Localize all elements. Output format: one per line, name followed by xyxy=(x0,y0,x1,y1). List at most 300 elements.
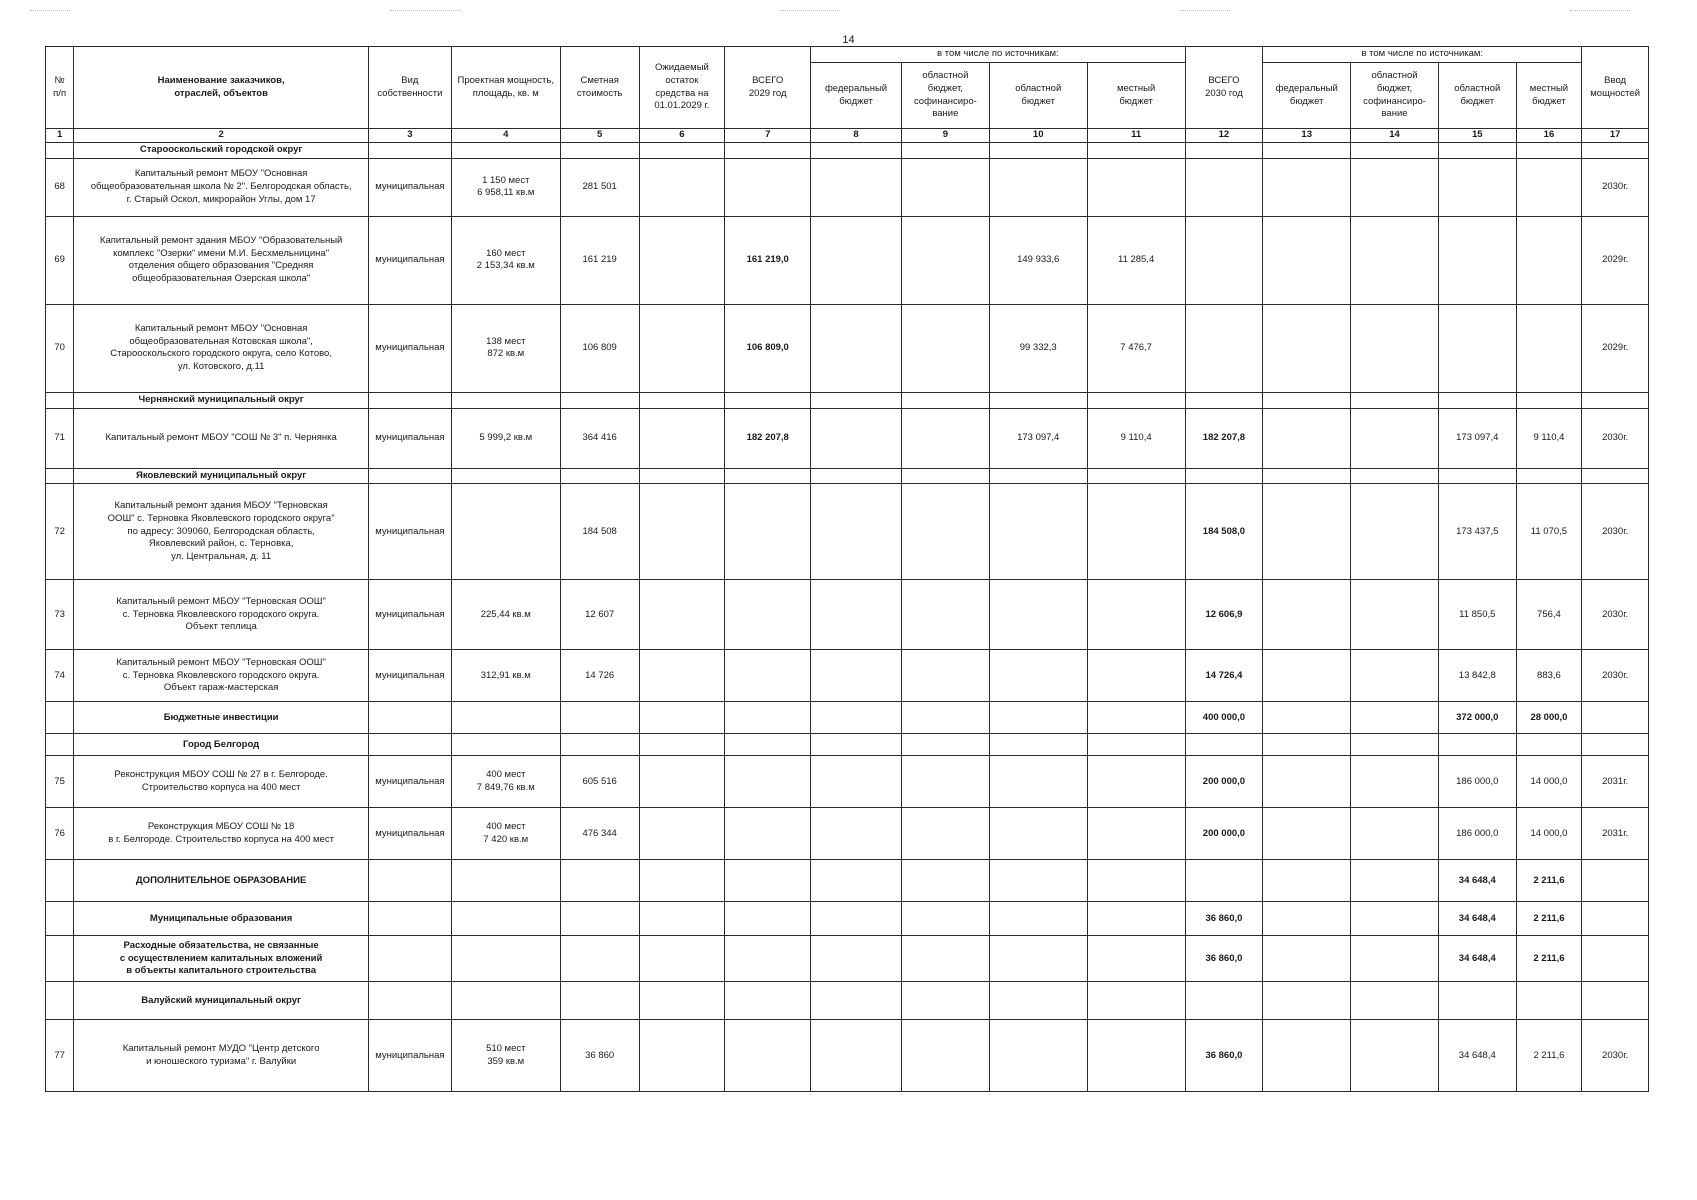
table-cell xyxy=(1351,808,1439,860)
table-cell xyxy=(811,936,902,982)
table-cell xyxy=(451,392,560,408)
table-cell xyxy=(1185,304,1263,392)
table-header xyxy=(46,47,1649,129)
table-cell xyxy=(725,702,811,734)
table-cell xyxy=(451,484,560,580)
table-cell xyxy=(1438,304,1516,392)
object-name-cell: Муниципальные образования xyxy=(74,902,369,936)
table-cell: муниципальная xyxy=(369,484,452,580)
table-cell xyxy=(901,936,989,982)
scan-noise xyxy=(1570,10,1630,21)
table-cell: 312,91 кв.м xyxy=(451,650,560,702)
table-cell: 2 211,6 xyxy=(1516,902,1582,936)
table-cell: 70 xyxy=(46,304,74,392)
header-name: Наименование заказчиков, отраслей, объектов xyxy=(74,47,369,129)
table-cell xyxy=(901,1020,989,1092)
table-cell xyxy=(560,468,639,484)
table-cell: муниципальная xyxy=(369,808,452,860)
table-cell xyxy=(639,216,725,304)
table-cell xyxy=(369,468,452,484)
table-cell: 5 999,2 кв.м xyxy=(451,408,560,468)
table-cell: 225,44 кв.м xyxy=(451,580,560,650)
table-cell: 200 000,0 xyxy=(1185,808,1263,860)
table-cell xyxy=(1263,408,1351,468)
header-cofinance-2029: областной бюджет, софинансиро- вание xyxy=(901,63,989,129)
table-cell: 756,4 xyxy=(1516,580,1582,650)
table-cell xyxy=(901,392,989,408)
table-cell: 14 000,0 xyxy=(1516,808,1582,860)
table-row xyxy=(46,216,1649,304)
table-cell: муниципальная xyxy=(369,304,452,392)
table-row xyxy=(46,408,1649,468)
table-cell xyxy=(1516,468,1582,484)
table-cell xyxy=(1263,702,1351,734)
column-number: 5 xyxy=(560,129,639,143)
table-cell: 69 xyxy=(46,216,74,304)
table-cell xyxy=(639,1020,725,1092)
header-local-2029: местный бюджет xyxy=(1087,63,1185,129)
header-total-2029: ВСЕГО 2029 год xyxy=(725,47,811,129)
table-cell xyxy=(1438,392,1516,408)
table-cell: 186 000,0 xyxy=(1438,756,1516,808)
table-cell xyxy=(1185,734,1263,756)
table-cell xyxy=(725,468,811,484)
table-cell: 138 мест 872 кв.м xyxy=(451,304,560,392)
table-cell xyxy=(1263,808,1351,860)
object-name-cell: Реконструкция МБОУ СОШ № 27 в г. Белгороде. Строительство корпуса на 400 мест xyxy=(74,756,369,808)
table-cell xyxy=(1087,902,1185,936)
table-cell xyxy=(560,143,639,159)
table-cell xyxy=(811,468,902,484)
table-cell xyxy=(1351,650,1439,702)
table-cell xyxy=(901,650,989,702)
table-cell xyxy=(989,158,1087,216)
table-cell xyxy=(639,158,725,216)
column-number: 11 xyxy=(1087,129,1185,143)
table-cell: 106 809 xyxy=(560,304,639,392)
table-cell xyxy=(560,902,639,936)
table-cell xyxy=(901,468,989,484)
table-cell xyxy=(451,902,560,936)
summary-row xyxy=(46,702,1649,734)
table-cell: 173 097,4 xyxy=(989,408,1087,468)
column-number: 17 xyxy=(1582,129,1649,143)
table-cell xyxy=(1582,702,1649,734)
table-cell xyxy=(725,734,811,756)
table-cell: 36 860 xyxy=(560,1020,639,1092)
table-cell xyxy=(1351,580,1439,650)
table-cell xyxy=(725,484,811,580)
table-cell xyxy=(1185,216,1263,304)
table-cell xyxy=(725,982,811,1020)
table-cell xyxy=(1087,936,1185,982)
table-cell: 161 219,0 xyxy=(725,216,811,304)
table-cell: 149 933,6 xyxy=(989,216,1087,304)
table-cell xyxy=(1516,982,1582,1020)
section-row xyxy=(46,392,1649,408)
section-row xyxy=(46,468,1649,484)
table-cell xyxy=(451,936,560,982)
table-cell xyxy=(1263,392,1351,408)
table-cell: 14 000,0 xyxy=(1516,756,1582,808)
column-number: 8 xyxy=(811,129,902,143)
table-cell xyxy=(811,860,902,902)
table-row xyxy=(46,580,1649,650)
table-cell: 74 xyxy=(46,650,74,702)
table-cell xyxy=(369,902,452,936)
header-estimate: Сметная стоимость xyxy=(560,47,639,129)
table-cell xyxy=(46,982,74,1020)
table-cell: 99 332,3 xyxy=(989,304,1087,392)
table-cell xyxy=(1087,392,1185,408)
table-cell: 2030г. xyxy=(1582,484,1649,580)
table-cell xyxy=(1263,468,1351,484)
table-cell: 75 xyxy=(46,756,74,808)
table-cell xyxy=(811,143,902,159)
table-cell: 13 842,8 xyxy=(1438,650,1516,702)
column-number: 13 xyxy=(1263,129,1351,143)
header-regional-2029: областной бюджет xyxy=(989,63,1087,129)
column-number: 12 xyxy=(1185,129,1263,143)
table-cell xyxy=(560,860,639,902)
table-cell xyxy=(1087,143,1185,159)
table-cell xyxy=(725,580,811,650)
table-cell xyxy=(451,468,560,484)
table-cell xyxy=(811,304,902,392)
summary-row xyxy=(46,982,1649,1020)
table-cell xyxy=(1263,304,1351,392)
table-cell xyxy=(1185,860,1263,902)
table-cell: 2030г. xyxy=(1582,158,1649,216)
table-cell xyxy=(451,702,560,734)
table-cell xyxy=(725,143,811,159)
table-cell xyxy=(901,580,989,650)
table-cell xyxy=(725,902,811,936)
table-cell xyxy=(1438,143,1516,159)
table-cell: 2031г. xyxy=(1582,808,1649,860)
table-cell xyxy=(901,304,989,392)
table-cell: 182 207,8 xyxy=(725,408,811,468)
table-row xyxy=(46,650,1649,702)
table-cell xyxy=(1351,143,1439,159)
table-cell xyxy=(1185,468,1263,484)
table-cell: муниципальная xyxy=(369,158,452,216)
table-cell xyxy=(1087,860,1185,902)
table-cell xyxy=(1351,408,1439,468)
table-cell xyxy=(639,982,725,1020)
object-name-cell: Капитальный ремонт МБОУ "Терновская ООШ" с. Терновка Яковлевского городского округа. Объект гараж-мастерская xyxy=(74,650,369,702)
header-local-2030: местный бюджет xyxy=(1516,63,1582,129)
summary-row xyxy=(46,936,1649,982)
object-name-cell: Расходные обязательства, не связанные с осуществлением капитальных вложений в объекты капитального строительства xyxy=(74,936,369,982)
table-cell xyxy=(639,702,725,734)
table-cell: 510 мест 359 кв.м xyxy=(451,1020,560,1092)
table-cell: 2030г. xyxy=(1582,408,1649,468)
table-cell xyxy=(901,484,989,580)
table-cell xyxy=(725,936,811,982)
table-cell xyxy=(369,702,452,734)
header-federal-2029: федеральный бюджет xyxy=(811,63,902,129)
table-cell: муниципальная xyxy=(369,408,452,468)
table-cell xyxy=(1263,143,1351,159)
table-cell xyxy=(811,756,902,808)
table-cell: 200 000,0 xyxy=(1185,756,1263,808)
header-cofinance-2030: областной бюджет, софинансиро- вание xyxy=(1351,63,1439,129)
table-cell: 2031г. xyxy=(1582,756,1649,808)
table-cell xyxy=(560,702,639,734)
table-cell: 36 860,0 xyxy=(1185,1020,1263,1092)
table-cell xyxy=(1185,143,1263,159)
table-cell: 106 809,0 xyxy=(725,304,811,392)
table-cell xyxy=(725,808,811,860)
scan-noise xyxy=(780,10,840,21)
table-cell: 184 508,0 xyxy=(1185,484,1263,580)
table-cell: 605 516 xyxy=(560,756,639,808)
table-cell xyxy=(560,982,639,1020)
table-cell xyxy=(1351,304,1439,392)
table-cell xyxy=(989,936,1087,982)
table-cell xyxy=(989,1020,1087,1092)
object-name-cell: Валуйский муниципальный округ xyxy=(74,982,369,1020)
table-cell xyxy=(989,734,1087,756)
table-cell xyxy=(1351,468,1439,484)
table-cell xyxy=(1438,158,1516,216)
table-cell xyxy=(639,143,725,159)
table-cell xyxy=(811,216,902,304)
object-name-cell: Капитальный ремонт МБОУ "Основная общеобразовательная Котовская школа", Старооскольского городского округа, село Котово, ул. Котовского, д.11 xyxy=(74,304,369,392)
table-cell xyxy=(725,392,811,408)
table-cell xyxy=(901,902,989,936)
scan-noise xyxy=(1180,10,1230,21)
table-cell xyxy=(1087,650,1185,702)
table-cell xyxy=(901,756,989,808)
object-name-cell: Капитальный ремонт МБОУ "Основная общеобразовательная школа № 2". Белгородская область, г. Старый Оскол, микрорайон Углы, дом 17 xyxy=(74,158,369,216)
table-cell xyxy=(901,982,989,1020)
table-cell: 34 648,4 xyxy=(1438,1020,1516,1092)
table-cell: 77 xyxy=(46,1020,74,1092)
table-cell: 34 648,4 xyxy=(1438,860,1516,902)
table-cell xyxy=(901,702,989,734)
table-cell xyxy=(1582,734,1649,756)
object-name-cell: Капитальный ремонт здания МБОУ "Образовательный комплекс "Озерки" имени М.И. Бесхмельницина" отделения общего образования "Средняя общеобразовательная Озерская школа" xyxy=(74,216,369,304)
table-cell xyxy=(1582,936,1649,982)
column-number: 14 xyxy=(1351,129,1439,143)
table-row xyxy=(46,484,1649,580)
table-cell: 364 416 xyxy=(560,408,639,468)
table-cell xyxy=(1351,216,1439,304)
table-cell xyxy=(725,650,811,702)
table-cell xyxy=(901,408,989,468)
table-cell: 14 726 xyxy=(560,650,639,702)
object-name-cell: Город Белгород xyxy=(74,734,369,756)
table-cell xyxy=(1185,982,1263,1020)
table-cell: 9 110,4 xyxy=(1087,408,1185,468)
table-cell xyxy=(1087,1020,1185,1092)
table-cell xyxy=(1351,1020,1439,1092)
table-cell xyxy=(639,936,725,982)
table-cell xyxy=(1516,734,1582,756)
table-cell: 9 110,4 xyxy=(1516,408,1582,468)
summary-row xyxy=(46,734,1649,756)
table-cell xyxy=(560,936,639,982)
table-cell: 1 150 мест 6 958,11 кв.м xyxy=(451,158,560,216)
table-cell: 12 606,9 xyxy=(1185,580,1263,650)
object-name-cell: Бюджетные инвестиции xyxy=(74,702,369,734)
section-title: Старооскольский городской округ xyxy=(74,143,369,159)
table-cell: муниципальная xyxy=(369,650,452,702)
table-cell: 12 607 xyxy=(560,580,639,650)
column-number: 3 xyxy=(369,129,452,143)
table-cell xyxy=(369,982,452,1020)
table-cell: 73 xyxy=(46,580,74,650)
table-cell xyxy=(1351,902,1439,936)
table-cell xyxy=(811,702,902,734)
table-row xyxy=(46,304,1649,392)
table-cell xyxy=(639,808,725,860)
table-cell: 476 344 xyxy=(560,808,639,860)
table-cell xyxy=(1351,982,1439,1020)
table-cell xyxy=(811,580,902,650)
table-cell: 71 xyxy=(46,408,74,468)
table-cell: 14 726,4 xyxy=(1185,650,1263,702)
table-cell xyxy=(1582,392,1649,408)
section-title: Чернянский муниципальный округ xyxy=(74,392,369,408)
table-cell: 11 850,5 xyxy=(1438,580,1516,650)
table-cell xyxy=(725,860,811,902)
table-cell xyxy=(989,484,1087,580)
table-cell xyxy=(1263,484,1351,580)
table-cell xyxy=(901,734,989,756)
table-cell xyxy=(901,808,989,860)
table-cell xyxy=(811,650,902,702)
table-cell xyxy=(811,734,902,756)
section-num-cell xyxy=(46,143,74,159)
table-cell xyxy=(1263,756,1351,808)
table-cell xyxy=(46,702,74,734)
table-cell xyxy=(639,468,725,484)
table-cell: 11 285,4 xyxy=(1087,216,1185,304)
table-cell: 34 648,4 xyxy=(1438,902,1516,936)
page-number: 14 xyxy=(842,34,855,46)
table-cell xyxy=(639,484,725,580)
table-cell xyxy=(1438,734,1516,756)
table-cell: 2030г. xyxy=(1582,580,1649,650)
object-name-cell: ДОПОЛНИТЕЛЬНОЕ ОБРАЗОВАНИЕ xyxy=(74,860,369,902)
column-number: 6 xyxy=(639,129,725,143)
column-number: 7 xyxy=(725,129,811,143)
table-cell xyxy=(901,158,989,216)
table-cell xyxy=(639,408,725,468)
table-cell xyxy=(989,756,1087,808)
column-number-row xyxy=(46,129,1649,143)
table-row xyxy=(46,1020,1649,1092)
table-cell xyxy=(1087,982,1185,1020)
table-cell xyxy=(811,982,902,1020)
table-cell: 400 мест 7 420 кв.м xyxy=(451,808,560,860)
table-cell xyxy=(989,650,1087,702)
scan-noise xyxy=(30,10,70,21)
header-total-2030: ВСЕГО 2030 год xyxy=(1185,47,1263,129)
table-cell xyxy=(1087,580,1185,650)
table-cell xyxy=(901,143,989,159)
table-cell xyxy=(1263,216,1351,304)
table-cell xyxy=(1582,982,1649,1020)
header-num: № п/п xyxy=(46,47,74,129)
table-cell xyxy=(1263,936,1351,982)
section-title: Яковлевский муниципальный округ xyxy=(74,468,369,484)
table-cell xyxy=(989,808,1087,860)
header-capacity: Проектная мощность, площадь, кв. м xyxy=(451,47,560,129)
scan-noise xyxy=(390,10,460,21)
table-cell: 182 207,8 xyxy=(1185,408,1263,468)
table-cell: 2030г. xyxy=(1582,1020,1649,1092)
table-cell: 34 648,4 xyxy=(1438,936,1516,982)
table-cell xyxy=(1516,158,1582,216)
table-cell xyxy=(560,734,639,756)
table-cell xyxy=(639,304,725,392)
table-cell xyxy=(1582,902,1649,936)
object-name-cell: Капитальный ремонт МБОУ "Терновская ООШ" с. Терновка Яковлевского городского округа. Объект теплица xyxy=(74,580,369,650)
header-sources-2030: в том числе по источникам: xyxy=(1263,47,1582,63)
table-cell xyxy=(811,1020,902,1092)
table-cell xyxy=(811,158,902,216)
table-cell: 281 501 xyxy=(560,158,639,216)
table-cell xyxy=(989,580,1087,650)
table-cell: 68 xyxy=(46,158,74,216)
table-cell: муниципальная xyxy=(369,756,452,808)
table-cell xyxy=(639,756,725,808)
table-cell xyxy=(1438,982,1516,1020)
table-cell xyxy=(1351,860,1439,902)
table-cell xyxy=(1582,468,1649,484)
table-cell xyxy=(1087,756,1185,808)
table-body xyxy=(46,129,1649,1092)
table-cell: 160 мест 2 153,34 кв.м xyxy=(451,216,560,304)
table-cell xyxy=(811,484,902,580)
table-cell xyxy=(46,860,74,902)
table-cell xyxy=(1263,982,1351,1020)
table-cell xyxy=(1516,216,1582,304)
table-cell xyxy=(1087,468,1185,484)
table-cell xyxy=(369,734,452,756)
table-cell xyxy=(1263,734,1351,756)
table-cell xyxy=(1351,756,1439,808)
table-cell xyxy=(1263,650,1351,702)
table-cell xyxy=(1263,580,1351,650)
table-row xyxy=(46,158,1649,216)
table-cell xyxy=(811,408,902,468)
table-cell xyxy=(1582,143,1649,159)
table-cell xyxy=(811,392,902,408)
table-cell xyxy=(369,143,452,159)
table-cell xyxy=(1351,484,1439,580)
table-cell: 2 211,6 xyxy=(1516,936,1582,982)
table-cell xyxy=(1185,392,1263,408)
column-number: 16 xyxy=(1516,129,1582,143)
table-cell xyxy=(1351,702,1439,734)
investment-table xyxy=(45,46,1649,1092)
table-cell xyxy=(1185,158,1263,216)
summary-row xyxy=(46,860,1649,902)
table-cell xyxy=(639,734,725,756)
table-cell xyxy=(46,734,74,756)
section-num-cell xyxy=(46,392,74,408)
table-cell xyxy=(451,734,560,756)
table-cell xyxy=(639,392,725,408)
table-cell xyxy=(1351,734,1439,756)
table-cell: 36 860,0 xyxy=(1185,902,1263,936)
column-number: 1 xyxy=(46,129,74,143)
